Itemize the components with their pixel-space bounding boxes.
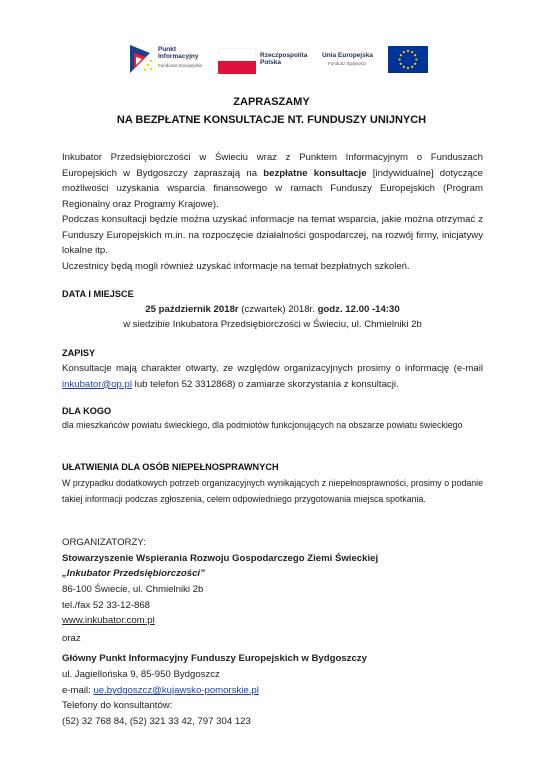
org1-phone: tel./fax 52 33-12-868 [62, 600, 151, 611]
rzeczpospolita-polska-logo [218, 40, 313, 80]
event-date-bold: 25 październik 2018r [145, 304, 239, 315]
dla-kogo-heading: DLA KOGO [62, 406, 112, 416]
pi-line1: Punkt [158, 46, 177, 53]
org2-name: Główny Punkt Informacyjny Funduszy Europejskich w Bydgoszczy [62, 653, 367, 664]
dla-kogo-text: dla mieszkańców powiatu świeckiego, dla podmiotów funkcjonujących na obszarze powiatu świeckiego [62, 420, 463, 430]
logo-bar [0, 40, 543, 80]
zapisy-heading: ZAPISY [62, 348, 96, 358]
event-date-mid: (czwartek) 2018r. [238, 304, 318, 315]
event-time: godz. 12.00 -14:30 [317, 304, 400, 315]
date-place-heading: DATA I MIEJSCE [62, 289, 134, 299]
intro-paragraph [62, 150, 483, 213]
oraz-text: oraz [62, 633, 81, 644]
pi-line2: Informacyjny [158, 53, 199, 60]
org2-email-label: e-mail: [62, 685, 94, 696]
ulatwienia-heading: UŁATWIENIA DLA OSÓB NIEPEŁNOSPRAWNYCH [62, 462, 279, 472]
org2-phones: (52) 32 768 84, (52) 321 33 42, 797 304 123 [62, 716, 251, 727]
ulatwienia-text: W przypadku dodatkowych potrzeb organizacyjnych wynikających z niepełnosprawności, prosimy o podanie takiej informacji podczas zgłoszenia, celem odpowiedniego przygotowania miejsca spotkania. [62, 478, 483, 504]
ue-line1: Unia Europejska [322, 52, 373, 59]
org2-address: ul. Jagiellońska 9, 85-950 Bydgoszcz [62, 669, 220, 680]
org2-email-line [62, 685, 259, 696]
rp-line2: Polska [260, 59, 281, 66]
event-date [62, 302, 483, 318]
event-place: w siedzibie Inkubatora Przedsiębiorczości w Świeciu, ul. Chmielniki 2b [123, 319, 422, 330]
zapisy-paragraph [62, 361, 483, 392]
intro-paragraph-3: Uczestnicy będą mogli również uzyskać informacje na temat bezpłatnych szkoleń. [62, 261, 410, 272]
title-line2: NA BEZPŁATNE KONSULTACJE NT. FUNDUSZY UNIJNYCH [116, 114, 427, 126]
eu-flag-icon [388, 46, 428, 73]
intro-bold: bezpłatne konsultacje [263, 167, 367, 179]
punkt-informacyjny-logo [126, 40, 216, 80]
pi-line3: Fundusze Europejskie [158, 63, 203, 68]
org1-subname: „Inkubator Przedsiębiorczości” [62, 568, 205, 579]
intro-text-b: [indywidualne] dotyczące możliwości uzyskania wsparcia finansowego w ramach Funduszy Europejskich (Program Regionalny oraz Programy Krajowe). [62, 167, 484, 211]
org2-phone-label: Telefony do konsultantów: [62, 700, 173, 711]
org2-email-link[interactable]: ue.bydgoszcz@kujawsko-pomorskie.pl [93, 685, 259, 696]
org1-name: Stowarzyszenie Wspierania Rozwoju Gospodarczego Ziemi Świeckiej [62, 553, 379, 564]
ue-line2: Fundusz Spójności [328, 61, 367, 66]
zapisy-text-a: Konsultacje mają charakter otwarty, ze względów organizacyjnych prosimy o informację (e-mail [62, 363, 483, 374]
intro-text-a: Inkubator Przedsiębiorczości w Świeciu wraz z Punktem Informacyjnym o Funduszach Europejskich w Bydgoszczy zapraszają na [62, 152, 483, 179]
org1-website-link[interactable]: www.inkubator.com.pl [62, 615, 155, 626]
zapisy-email-link[interactable]: inkubator@op.pl [62, 378, 133, 390]
unia-europejska-logo [322, 40, 432, 80]
rp-line1: Rzeczpospolita [260, 52, 308, 59]
zapisy-text-b: lub telefon 52 3312868) o zamiarze skorzystania z konsultacji. [132, 378, 399, 390]
intro-paragraph-2: Podczas konsultacji będzie można uzyskać informacje na temat wsparcia, jakie można otrzymać z Funduszy Europejskich m.in. na rozpoczęcie działalności gospodarczej, na rozwój firmy, inicjatywy lokalne itp. [62, 214, 483, 257]
org1-address: 86-100 Świecie, ul. Chmielniki 2b [62, 584, 204, 595]
title-line1: ZAPRASZAMY [233, 96, 310, 108]
organizers-label: ORGANIZATORZY: [62, 537, 146, 548]
polish-flag-icon [218, 48, 256, 74]
fundusze-europejskie-logo-icon [126, 43, 156, 77]
